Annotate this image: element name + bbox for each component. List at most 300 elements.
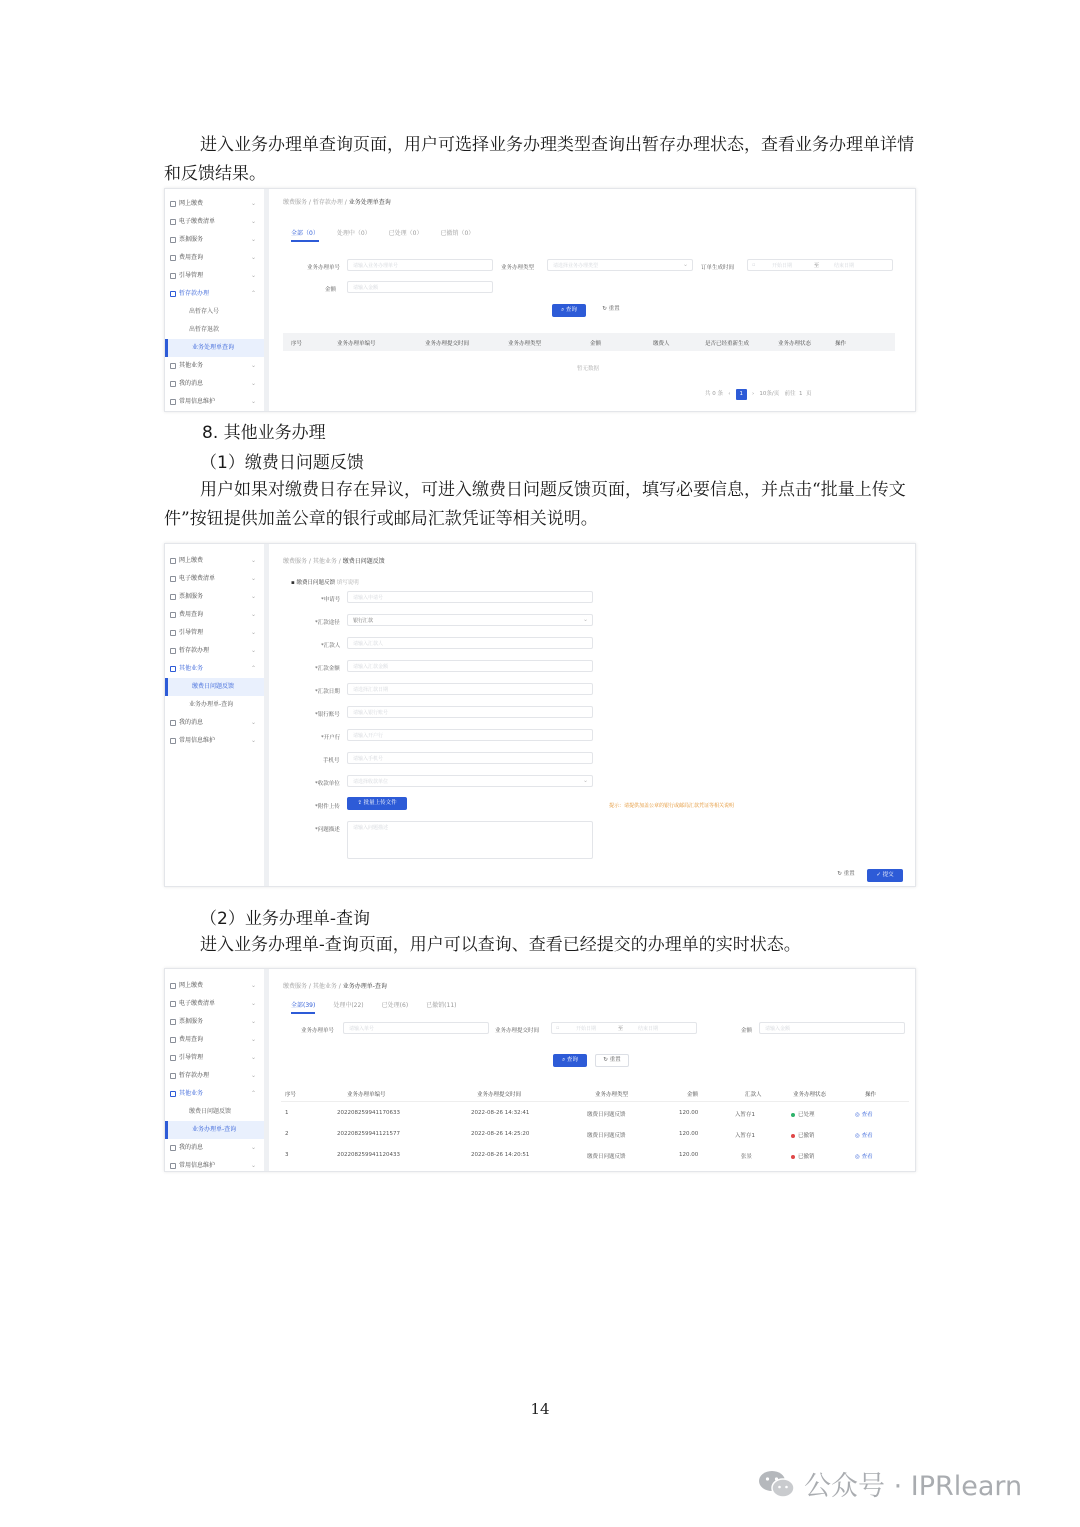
- sidebar-item[interactable]: [165, 393, 264, 411]
- remitter-input[interactable]: [347, 637, 593, 649]
- chevron-down-icon: ⌄: [682, 261, 688, 268]
- field-placeholder: 请选择收款单位: [353, 779, 389, 785]
- chevron-down-icon: ⌄: [250, 593, 256, 600]
- time-label: 业务办理提交时间: [495, 1028, 540, 1034]
- breadcrumb-item[interactable]: 暂存款办理: [312, 199, 343, 206]
- sidebar-item[interactable]: [165, 1049, 264, 1067]
- feedback-paragraph: 用户如果对缴费日存在异议，可进入缴费日问题反馈页面，填写必要信息，并点击“批量上传文件”按钮提供加盖公章的银行或邮局汇款凭证等相关说明。: [164, 480, 906, 529]
- column-header: 业务办理状态: [793, 1092, 827, 1098]
- upload-icon: ⇪: [357, 800, 364, 806]
- amount-input[interactable]: [347, 281, 493, 293]
- chevron-down-icon: ⌄: [250, 647, 256, 654]
- sidebar: [165, 189, 269, 411]
- upload-hint: 提示：请提供加盖公章的银行或邮局汇款凭证等相关说明: [609, 803, 735, 809]
- view-link[interactable]: [855, 1110, 873, 1118]
- reset-button-label: 重置: [843, 871, 855, 877]
- pager-current[interactable]: 1: [736, 389, 747, 400]
- field-label: *汇款金额: [315, 666, 340, 672]
- menu-icon: [170, 1091, 176, 1097]
- calendar-icon: ▫: [556, 1025, 560, 1031]
- sidebar-item-label: 常用信息维护: [179, 398, 216, 405]
- tab-processed[interactable]: 已处理(6): [381, 1002, 409, 1009]
- feedback-page-screenshot: [164, 543, 916, 887]
- chevron-up-icon: ⌃: [250, 290, 256, 297]
- tab-processing[interactable]: 处理中（0）: [336, 230, 371, 237]
- sidebar-item[interactable]: [165, 1013, 264, 1031]
- subsection-heading: （2）业务办理单-查询: [200, 909, 370, 929]
- field-placeholder: 请输入银行账号: [353, 710, 389, 716]
- query-button[interactable]: [552, 304, 586, 317]
- status-dot-icon: [791, 1134, 795, 1138]
- phone-input[interactable]: [347, 752, 593, 764]
- sidebar-item[interactable]: [165, 213, 264, 231]
- sidebar-item[interactable]: [165, 606, 264, 624]
- sidebar-item-label: 暂存款办理: [179, 1072, 210, 1079]
- sidebar-item[interactable]: [165, 1139, 264, 1157]
- sidebar-item-label: 业务处理单查询: [192, 344, 235, 351]
- menu-icon: [170, 291, 176, 297]
- row-id: 202208259941121577: [337, 1131, 400, 1137]
- field-label: *汇款人: [321, 643, 341, 649]
- sidebar-item-label: 电子缴费清单: [179, 1000, 216, 1007]
- sidebar-item-label: 常用信息维护: [179, 737, 216, 744]
- view-link-label: 查看: [861, 1133, 873, 1139]
- row-status-text: 已处理: [798, 1112, 815, 1118]
- amount-label: 金额: [741, 1028, 753, 1034]
- sidebar-item-label: 出暂存退款: [189, 326, 220, 333]
- reset-button[interactable]: [829, 869, 863, 882]
- date-start-placeholder: 开始日期: [576, 1026, 597, 1032]
- tab-cancelled[interactable]: 已撤销(11): [426, 1002, 457, 1009]
- column-header: 汇款人: [745, 1092, 762, 1098]
- intro-paragraph: 进入业务办理单查询页面，用户可选择业务办理类型查询出暂存办理状态，查看业务办理单详情和反馈结果。: [164, 135, 914, 184]
- sidebar-item-label: 电子缴费清单: [179, 218, 216, 225]
- tab-processing[interactable]: 处理中(22): [333, 1002, 364, 1009]
- row-type: 缴费日问题反馈: [587, 1154, 626, 1160]
- reset-button[interactable]: [595, 1054, 629, 1067]
- eye-icon: ◎: [855, 1154, 862, 1160]
- field-label: *汇款日期: [315, 689, 340, 695]
- sidebar-item[interactable]: [165, 570, 264, 588]
- type-select[interactable]: [547, 259, 693, 271]
- breadcrumb-item[interactable]: 缴费服务: [283, 199, 308, 206]
- order-no-placeholder: 请输入业务办理单号: [353, 263, 399, 269]
- menu-icon: [170, 237, 176, 243]
- sidebar-item[interactable]: [165, 285, 264, 303]
- field-label: *附件上传: [315, 804, 340, 810]
- column-header: 是否已经重新生成: [705, 341, 750, 347]
- search-icon: ⌕: [562, 1057, 567, 1063]
- check-icon: ✓: [876, 872, 883, 878]
- refresh-icon: ↻: [603, 1057, 610, 1063]
- row-no: 1: [285, 1110, 289, 1116]
- menu-icon: [170, 648, 176, 654]
- column-header: 业务办理类型: [508, 341, 542, 347]
- status-dot-icon: [791, 1113, 795, 1117]
- chevron-down-icon: ⌄: [250, 272, 256, 279]
- remit-amount-input[interactable]: [347, 660, 593, 672]
- field-label: 手机号: [323, 758, 340, 764]
- breadcrumb-item[interactable]: 缴费服务: [283, 558, 308, 565]
- next-page-icon[interactable]: ›: [751, 391, 755, 397]
- chevron-down-icon: ⌄: [250, 1036, 256, 1043]
- chevron-down-icon: ⌄: [250, 398, 256, 405]
- chevron-down-icon: ⌄: [250, 380, 256, 387]
- search-icon: ⌕: [561, 307, 566, 313]
- column-header: 业务办理单编号: [347, 1092, 386, 1098]
- amount-placeholder: 请输入金额: [353, 285, 379, 291]
- menu-icon: [170, 666, 176, 672]
- row-type: 缴费日问题反馈: [587, 1112, 626, 1118]
- breadcrumb-item[interactable]: 缴费服务: [283, 983, 308, 990]
- eye-icon: ◎: [855, 1133, 862, 1139]
- page-number: 14: [530, 1400, 550, 1418]
- sidebar-item-label: 网上缴费: [179, 200, 204, 207]
- reset-button-label: 重置: [609, 1057, 621, 1063]
- menu-icon: [170, 273, 176, 279]
- menu-icon: [170, 1019, 176, 1025]
- chevron-down-icon: ⌄: [250, 200, 256, 207]
- row-status-text: 已撤销: [798, 1154, 815, 1160]
- query-button[interactable]: [553, 1054, 587, 1067]
- wechat-logo-icon: [758, 1469, 796, 1499]
- refresh-icon: ↻: [602, 306, 609, 312]
- sidebar-item[interactable]: [165, 624, 264, 642]
- sidebar-item[interactable]: [165, 357, 264, 375]
- order-no-placeholder: 请输入单号: [349, 1026, 375, 1032]
- sidebar-item[interactable]: [165, 195, 264, 213]
- sidebar-item-label: 费用查询: [179, 1036, 204, 1043]
- upload-button-label: 批量上传文件: [363, 800, 397, 806]
- section-title-text: 缴费日问题反馈: [296, 580, 335, 586]
- status-tabs: [291, 228, 474, 242]
- order-query-screenshot: [164, 968, 916, 1172]
- main-panel: [275, 544, 915, 886]
- pager-goto-input[interactable]: 1: [799, 391, 803, 397]
- column-header: 业务办理提交时间: [477, 1092, 522, 1098]
- view-link-label: 查看: [861, 1154, 873, 1160]
- sidebar-item-label: 我的消息: [179, 719, 204, 726]
- sidebar-item-label: 缴费日问题反馈: [189, 1108, 232, 1115]
- field-label: *汇款途径: [315, 620, 340, 626]
- breadcrumb: 缴费服务 / 暂存款办理 / 业务处理单查询: [283, 199, 391, 206]
- sidebar-item-label: 引导管理: [179, 629, 204, 636]
- section-heading: 8. 其他业务办理: [202, 423, 326, 443]
- query-button-label: 查询: [566, 1057, 578, 1063]
- field-label: *收款单位: [315, 781, 340, 787]
- row-payer: 入暂存1: [735, 1112, 755, 1118]
- chevron-down-icon: ⌄: [582, 777, 588, 784]
- sidebar-item[interactable]: [165, 552, 264, 570]
- field-placeholder: 请输入申请号: [353, 595, 384, 601]
- chevron-down-icon: ⌄: [250, 362, 256, 369]
- sidebar-item-label: 票据服务: [179, 593, 204, 600]
- row-no: 3: [285, 1152, 289, 1158]
- date-end-placeholder: 结束日期: [834, 263, 855, 269]
- sidebar-item-label: 其他业务: [179, 1090, 204, 1097]
- chevron-down-icon: ⌄: [250, 1144, 256, 1151]
- sidebar-item-label: 票据服务: [179, 236, 204, 243]
- field-value: 银行汇款: [353, 618, 374, 624]
- chevron-down-icon: ⌄: [250, 254, 256, 261]
- column-header: 缴费人: [653, 341, 670, 347]
- column-header: 序号: [291, 341, 303, 347]
- query-page-screenshot: [164, 188, 916, 412]
- chevron-down-icon: ⌄: [250, 1072, 256, 1079]
- sidebar-item-label: 网上缴费: [179, 982, 204, 989]
- sidebar: [165, 969, 269, 1171]
- column-header: 序号: [285, 1092, 297, 1098]
- row-payer: 入暂存1: [735, 1133, 755, 1139]
- sidebar-item[interactable]: [165, 375, 264, 393]
- row-payer: 张景: [741, 1154, 753, 1160]
- sidebar-item-label: 我的消息: [179, 1144, 204, 1151]
- tab-all[interactable]: 全部(39): [291, 1000, 315, 1014]
- row-time: 2022-08-26 14:20:51: [471, 1152, 530, 1158]
- date-range-input[interactable]: [747, 259, 893, 271]
- chevron-down-icon: ⌄: [250, 1162, 256, 1169]
- row-status: [791, 1110, 815, 1118]
- remit-date-input[interactable]: [347, 683, 593, 695]
- menu-icon: [170, 1037, 176, 1043]
- menu-icon: [170, 576, 176, 582]
- watermark-text: 公众号 · IPRlearn: [804, 1471, 1023, 1502]
- column-header: 业务办理类型: [595, 1092, 629, 1098]
- main-panel: [275, 969, 915, 1171]
- submit-button[interactable]: [867, 869, 903, 882]
- chevron-down-icon: ⌄: [582, 616, 588, 623]
- bank-account-input[interactable]: [347, 706, 593, 718]
- pager-total: 共 0 条: [705, 391, 723, 397]
- sidebar-item-label: 业务办理单-查询: [192, 1126, 237, 1133]
- sidebar-item[interactable]: [165, 267, 264, 285]
- menu-icon: [170, 558, 176, 564]
- bank-branch-input[interactable]: [347, 729, 593, 741]
- field-placeholder: 请选择汇款日期: [353, 687, 389, 693]
- sidebar-item-label: 其他业务: [179, 665, 204, 672]
- menu-icon: [170, 363, 176, 369]
- prev-page-icon[interactable]: ‹: [728, 391, 731, 397]
- empty-state: 暂无数据: [577, 366, 600, 372]
- menu-icon: [170, 399, 176, 405]
- field-label: *开户行: [321, 735, 341, 741]
- field-label: *申请号: [321, 597, 341, 603]
- row-id: 20220825994117063​3: [337, 1110, 400, 1116]
- date-range-input[interactable]: [551, 1022, 697, 1034]
- field-placeholder: 请输入问题描述: [353, 825, 389, 831]
- field-placeholder: 请输入开户行: [353, 733, 384, 739]
- sidebar-subitem-active[interactable]: [165, 1121, 264, 1139]
- sidebar-item[interactable]: [165, 1157, 264, 1172]
- sidebar-item-label: 缴费日问题反馈: [192, 683, 235, 690]
- menu-icon: [170, 1073, 176, 1079]
- row-id: 202208259941120433: [337, 1152, 400, 1158]
- sidebar-subitem[interactable]: [165, 696, 264, 714]
- breadcrumb-current: 业务办理单-查询: [342, 983, 387, 990]
- submit-button-label: 提交: [882, 872, 894, 878]
- column-header: 操作: [865, 1092, 877, 1098]
- order-query-paragraph: 进入业务办理单-查询页面，用户可以查询、查看已经提交的办理单的实时状态。: [200, 935, 801, 955]
- menu-icon: [170, 219, 176, 225]
- section-hint: 填写说明: [336, 580, 359, 586]
- time-label: 订单生成时间: [701, 265, 735, 271]
- column-header: 业务办理单编号: [337, 341, 376, 347]
- menu-icon: [170, 381, 176, 387]
- sidebar-item-label: 费用查询: [179, 254, 204, 261]
- sidebar-item[interactable]: [165, 660, 264, 678]
- order-no-input[interactable]: [347, 259, 493, 271]
- sidebar-subitem[interactable]: [165, 303, 264, 321]
- form-section-title: ▪ 缴费日问题反馈 填写说明: [291, 580, 359, 586]
- sidebar-item[interactable]: [165, 1085, 264, 1103]
- sidebar-item[interactable]: [165, 642, 264, 660]
- amount-input[interactable]: [759, 1022, 905, 1034]
- row-time: 2022-08-26 14:32:41: [471, 1110, 530, 1116]
- sidebar-item[interactable]: [165, 732, 264, 750]
- row-no: 2: [285, 1131, 289, 1137]
- view-link[interactable]: [855, 1152, 873, 1160]
- date-end-placeholder: 结束日期: [638, 1026, 659, 1032]
- breadcrumb: 缴费服务 / 其他业务 / 业务办理单-查询: [283, 983, 387, 990]
- chevron-down-icon: ⌄: [250, 629, 256, 636]
- sidebar-item[interactable]: [165, 995, 264, 1013]
- status-dot-icon: [791, 1155, 795, 1159]
- row-amount: 120.00: [679, 1131, 699, 1137]
- page-size-select[interactable]: 10条/页: [759, 391, 780, 397]
- row-status-text: 已撤销: [798, 1133, 815, 1139]
- order-no-input[interactable]: [343, 1022, 489, 1034]
- chevron-down-icon: ⌄: [250, 218, 256, 225]
- type-placeholder: 请选择业务办理类型: [553, 263, 599, 269]
- menu-icon: [170, 983, 176, 989]
- sidebar-item-label: 电子缴费清单: [179, 575, 216, 582]
- sidebar-item[interactable]: [165, 714, 264, 732]
- sidebar-item[interactable]: [165, 1067, 264, 1085]
- menu-icon: [170, 630, 176, 636]
- field-placeholder: 请输入汇款人: [353, 641, 384, 647]
- type-label: 业务办理类型: [501, 265, 535, 271]
- chevron-down-icon: ⌄: [250, 982, 256, 989]
- watermark: [758, 1464, 1022, 1503]
- problem-description-textarea[interactable]: [347, 821, 593, 859]
- sidebar-subitem[interactable]: [165, 321, 264, 339]
- sidebar-item-label: 票据服务: [179, 1018, 204, 1025]
- breadcrumb-item[interactable]: 其他业务: [312, 983, 337, 990]
- row-type: 缴费日问题反馈: [587, 1133, 626, 1139]
- sidebar-item[interactable]: [165, 231, 264, 249]
- chevron-down-icon: ⌄: [250, 1018, 256, 1025]
- refresh-icon: ↻: [837, 871, 844, 877]
- tab-processed[interactable]: 已处理（0）: [388, 230, 423, 237]
- sidebar-item-label: 引导管理: [179, 272, 204, 279]
- pagination: [705, 389, 812, 400]
- sidebar-subitem-active[interactable]: [165, 678, 264, 696]
- breadcrumb-item[interactable]: 其他业务: [312, 558, 337, 565]
- sidebar-item[interactable]: [165, 588, 264, 606]
- batch-upload-button[interactable]: [347, 797, 407, 810]
- tab-all[interactable]: 全部（0）: [291, 228, 319, 242]
- application-no-input[interactable]: [347, 591, 593, 603]
- table-header: [283, 333, 895, 351]
- chevron-down-icon: ⌄: [250, 1000, 256, 1007]
- chevron-down-icon: ⌄: [250, 1054, 256, 1061]
- amount-placeholder: 请输入金额: [765, 1026, 791, 1032]
- menu-icon: [170, 738, 176, 744]
- row-time: 2022-08-26 14:25:20: [471, 1131, 530, 1137]
- field-placeholder: 请输入汇款金额: [353, 664, 389, 670]
- column-header: 业务办理状态: [778, 341, 812, 347]
- sidebar-subitem[interactable]: [165, 1103, 264, 1121]
- pager-goto-label: 前往: [784, 391, 796, 397]
- sidebar-item[interactable]: [165, 977, 264, 995]
- sidebar-item-label: 费用查询: [179, 611, 204, 618]
- column-header: 业务办理提交时间: [425, 341, 470, 347]
- tab-cancelled[interactable]: 已撤销（0）: [440, 230, 475, 237]
- sidebar-item-label: 其他业务: [179, 362, 204, 369]
- chevron-up-icon: ⌃: [250, 665, 256, 672]
- eye-icon: ◎: [855, 1112, 862, 1118]
- row-amount: 120.00: [679, 1110, 699, 1116]
- date-start-placeholder: 开始日期: [772, 263, 793, 269]
- field-placeholder: 请输入手机号: [353, 756, 384, 762]
- column-header: 操作: [835, 341, 847, 347]
- row-status: [791, 1152, 815, 1160]
- column-header: 金额: [590, 341, 602, 347]
- sidebar-item-label: 引导管理: [179, 1054, 204, 1061]
- main-panel: [275, 189, 915, 411]
- view-link[interactable]: [855, 1131, 873, 1139]
- chevron-down-icon: ⌄: [250, 557, 256, 564]
- sidebar-item[interactable]: [165, 1031, 264, 1049]
- sidebar-item-label: 业务办理单-查询: [189, 701, 234, 708]
- order-no-label: 业务办理单号: [301, 1028, 335, 1034]
- chevron-down-icon: ⌄: [250, 611, 256, 618]
- order-no-label: 业务办理单号: [307, 265, 341, 271]
- status-tabs: [291, 1000, 456, 1014]
- menu-icon: [170, 1055, 176, 1061]
- sidebar: [165, 544, 269, 886]
- chevron-down-icon: ⌄: [250, 575, 256, 582]
- sidebar-item-label: 暂存款办理: [179, 290, 210, 297]
- pager-suffix: 页: [806, 391, 812, 397]
- menu-icon: [170, 720, 176, 726]
- calendar-icon: ▫: [752, 262, 756, 268]
- view-link-label: 查看: [861, 1112, 873, 1118]
- reset-button[interactable]: [594, 304, 628, 317]
- menu-icon: [170, 1145, 176, 1151]
- payee-select[interactable]: [347, 775, 593, 787]
- amount-label: 金额: [325, 287, 337, 293]
- column-header: 金额: [687, 1092, 699, 1098]
- sidebar-item-label: 暂存款办理: [179, 647, 210, 654]
- chevron-down-icon: ⌄: [250, 719, 256, 726]
- breadcrumb-current: 业务处理单查询: [348, 199, 391, 206]
- row-amount: 120.00: [679, 1152, 699, 1158]
- remit-method-select[interactable]: [347, 614, 593, 626]
- menu-icon: [170, 594, 176, 600]
- subsection-heading: （1）缴费日问题反馈: [200, 453, 364, 473]
- sidebar-subitem-active[interactable]: [165, 339, 264, 357]
- sidebar-item[interactable]: [165, 249, 264, 267]
- query-button-label: 查询: [565, 307, 577, 313]
- menu-icon: [170, 201, 176, 207]
- chevron-up-icon: ⌃: [250, 1090, 256, 1097]
- chevron-down-icon: ⌄: [250, 737, 256, 744]
- field-label: *银行账号: [315, 712, 340, 718]
- menu-icon: [170, 612, 176, 618]
- sidebar-item-label: 网上缴费: [179, 557, 204, 564]
- menu-icon: [170, 255, 176, 261]
